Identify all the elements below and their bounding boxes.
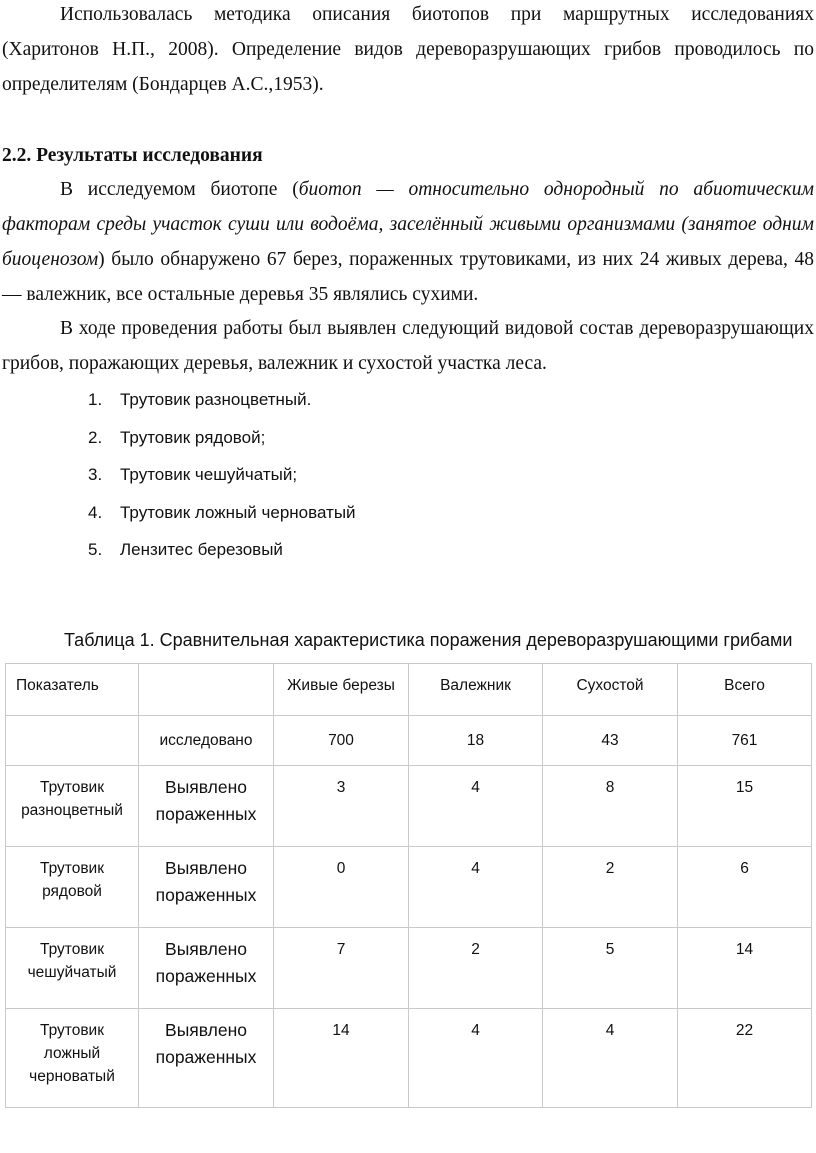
table-cell-species: Трутовик рядовой [6, 847, 139, 928]
table-cell-value: 5 [543, 928, 678, 1009]
table-cell-species: Трутовик ложный черноватый [6, 1009, 139, 1108]
comparison-table [5, 663, 812, 1108]
table-header-row [6, 664, 812, 716]
table-cell-empty [6, 716, 139, 766]
table-caption: Таблица 1. Сравнительная характеристика поражения дереворазрушающими грибами [64, 630, 793, 650]
table-row [6, 928, 812, 1009]
table-cell-value: 0 [274, 847, 409, 928]
table-cell-value: 2 [409, 928, 543, 1009]
table-cell-value: 4 [409, 847, 543, 928]
table-cell-value: 15 [678, 766, 812, 847]
list-item [88, 456, 356, 494]
table-row [6, 847, 812, 928]
table-cell-value: 3 [274, 766, 409, 847]
table-cell-value: 761 [678, 716, 812, 766]
list-item [88, 531, 356, 569]
species-list [88, 381, 356, 569]
table-row [6, 766, 812, 847]
table-cell-measure: Выявлено пораженных [139, 847, 274, 928]
list-number: 1. [88, 390, 103, 409]
table-cell-measure: Выявлено пораженных [139, 928, 274, 1009]
list-label: Трутовик ложный черноватый [120, 502, 356, 522]
table-cell-value: 18 [409, 716, 543, 766]
list-item [88, 419, 356, 457]
header-cell-indicator: Показатель [6, 664, 139, 716]
list-number: 2. [88, 427, 103, 447]
table-row [6, 1009, 812, 1108]
table-cell-value: 4 [409, 1009, 543, 1108]
list-item [88, 381, 356, 419]
list-label: Трутовик чешуйчатый; [120, 465, 298, 484]
table-cell-value: 6 [678, 847, 812, 928]
table-cell-value: 14 [678, 928, 812, 1009]
table-cell-label: исследовано [139, 716, 274, 766]
table-cell-measure: Выявлено пораженных [139, 1009, 274, 1108]
list-label: Трутовик разноцветный. [120, 390, 312, 409]
biotope-text-start: В исследуемом биотопе ( [60, 179, 299, 200]
list-item [88, 494, 356, 532]
biotope-definition: биотоп — относительно однородный по абиотическим факторам среды участок суши или водоёма, заселённый живыми организмами (занятое одним биоценозом [2, 179, 814, 270]
table-cell-value: 4 [543, 1009, 678, 1108]
list-number: 3. [88, 465, 103, 484]
header-cell-total: Всего [678, 664, 812, 716]
table-row-examined [6, 716, 812, 766]
list-number: 4. [88, 502, 103, 522]
methods-paragraph: Использовалась методика описания биотопов при маршрутных исследованиях (Харитонов Н.П., 2008). Определение видов дереворазрушающих грибов проводилось по определителям (Бондарцев А.С.,1953). [2, 4, 814, 95]
table-cell-value: 8 [543, 766, 678, 847]
biotope-text-end: ) было обнаружено 67 берез, пораженных трутовиками, из них 24 живых дерева, 48 — валежник, все остальные деревья 35 являлись сухими. [2, 249, 814, 305]
species-intro-paragraph: В ходе проведения работы был выявлен следующий видовой состав дереворазрушающих грибов, поражающих деревья, валежник и сухостой участка леса. [2, 318, 814, 374]
header-cell-empty [139, 664, 274, 716]
table-cell-value: 2 [543, 847, 678, 928]
section-heading: 2.2. Результаты исследования [2, 145, 263, 166]
table-cell-value: 7 [274, 928, 409, 1009]
header-cell-deadwood: Валежник [409, 664, 543, 716]
table-cell-value: 22 [678, 1009, 812, 1108]
table-cell-value: 14 [274, 1009, 409, 1108]
table-cell-value: 43 [543, 716, 678, 766]
table-cell-value: 700 [274, 716, 409, 766]
header-cell-dry-standing: Сухостой [543, 664, 678, 716]
table-cell-measure: Выявлено пораженных [139, 766, 274, 847]
table-cell-value: 4 [409, 766, 543, 847]
list-label: Трутовик рядовой; [120, 427, 266, 447]
table-cell-species: Трутовик разноцветный [6, 766, 139, 847]
biotope-paragraph [2, 172, 814, 312]
list-number: 5. [88, 540, 103, 559]
table-cell-species: Трутовик чешуйчатый [6, 928, 139, 1009]
list-label: Лензитес березовый [120, 540, 283, 559]
header-cell-living-birches: Живые березы [274, 664, 409, 716]
